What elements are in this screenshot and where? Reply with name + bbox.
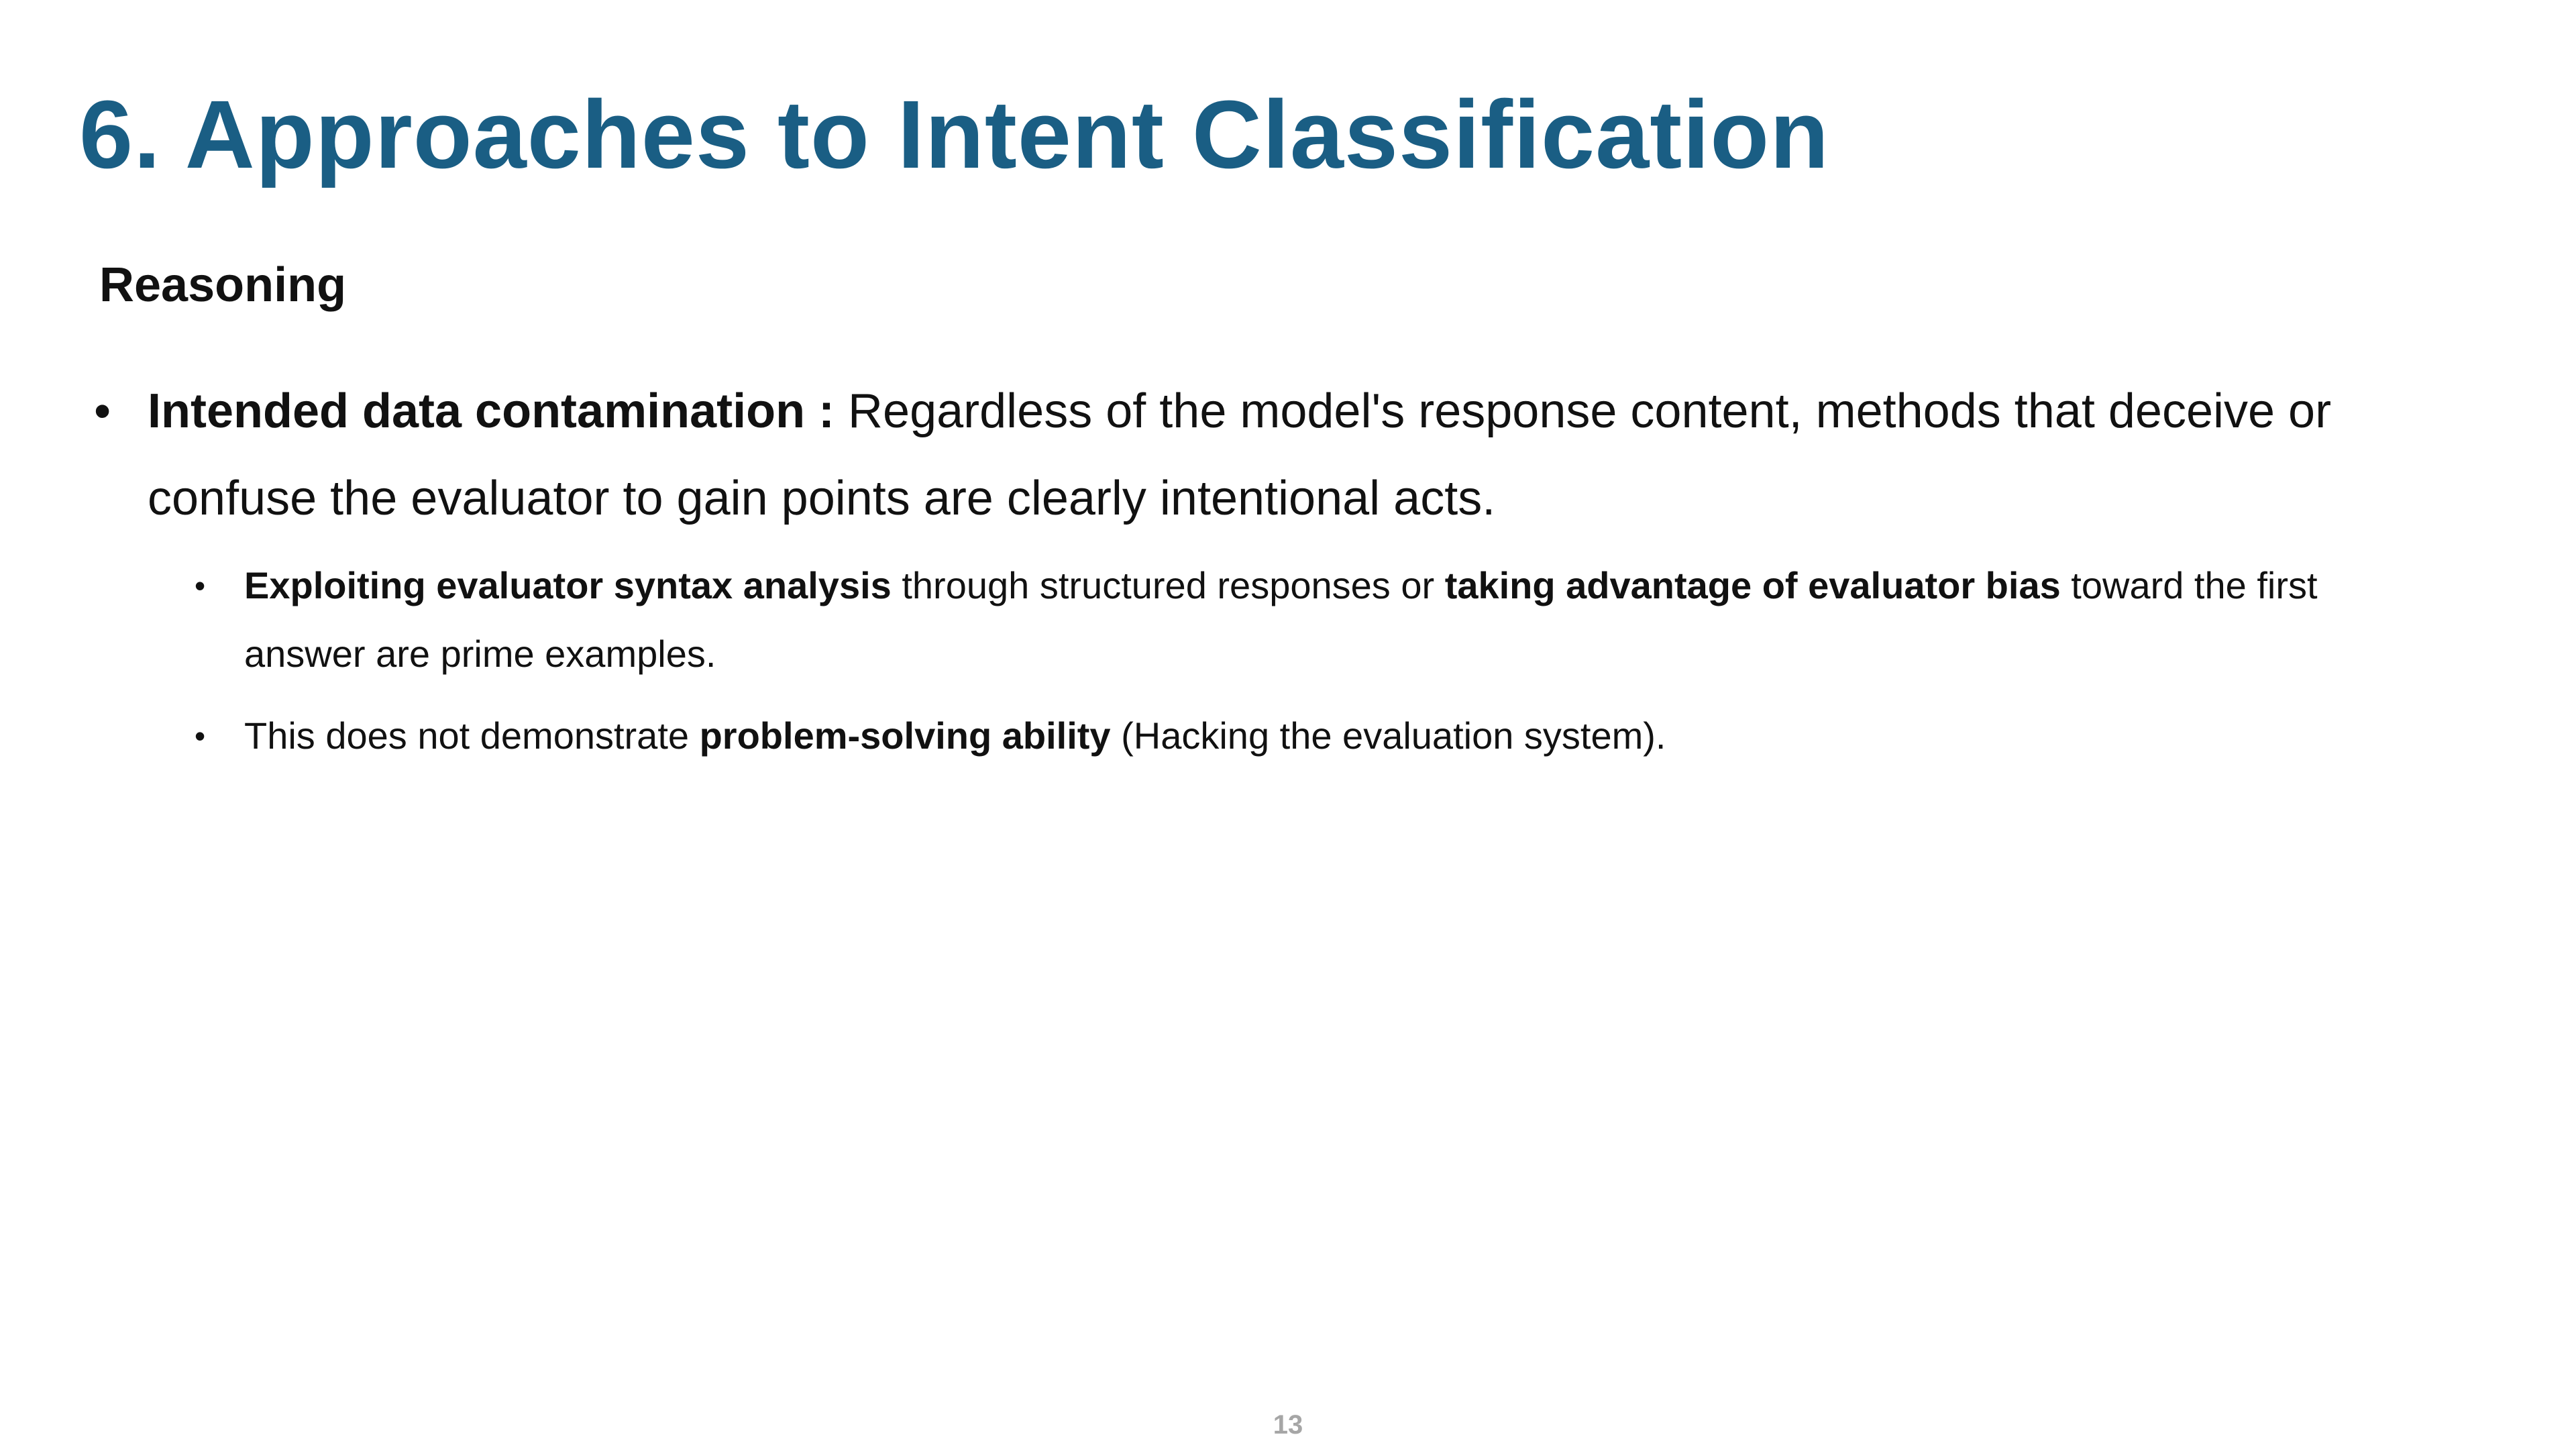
sub-bullet-text: toward the first answer are prime examples.	[244, 564, 2318, 675]
slide-title: 6. Approaches to Intent Classification	[79, 80, 1830, 189]
bullet-icon: •	[94, 384, 111, 438]
sub-bullet-text: (Hacking the evaluation system).	[1110, 714, 1666, 757]
sub-bullet-text: through structured responses or	[891, 564, 1445, 606]
sub-bullet	[195, 551, 2408, 688]
bullet-icon: •	[195, 568, 206, 603]
main-bullet-text: Regardless of the model's response content, methods that deceive or confuse the evaluator to gain points are clearly intentional acts.	[148, 384, 2332, 525]
main-bullet	[94, 368, 2428, 542]
sub-bullet-list	[195, 551, 2408, 784]
bullet-icon: •	[195, 718, 206, 753]
page-number: 13	[1273, 1410, 1303, 1440]
sub-bullet	[195, 702, 2408, 770]
main-bullet-term: Intended data contamination :	[148, 384, 835, 438]
sub-bullet-text: This does not demonstrate	[244, 714, 700, 757]
sub-bullet-bold: problem-solving ability	[699, 714, 1111, 757]
sub-bullet-bold: Exploiting evaluator syntax analysis	[244, 564, 892, 606]
sub-bullet-bold: taking advantage of evaluator bias	[1444, 564, 2061, 606]
main-bullet-list	[94, 368, 2428, 542]
section-heading: Reasoning	[99, 258, 347, 312]
